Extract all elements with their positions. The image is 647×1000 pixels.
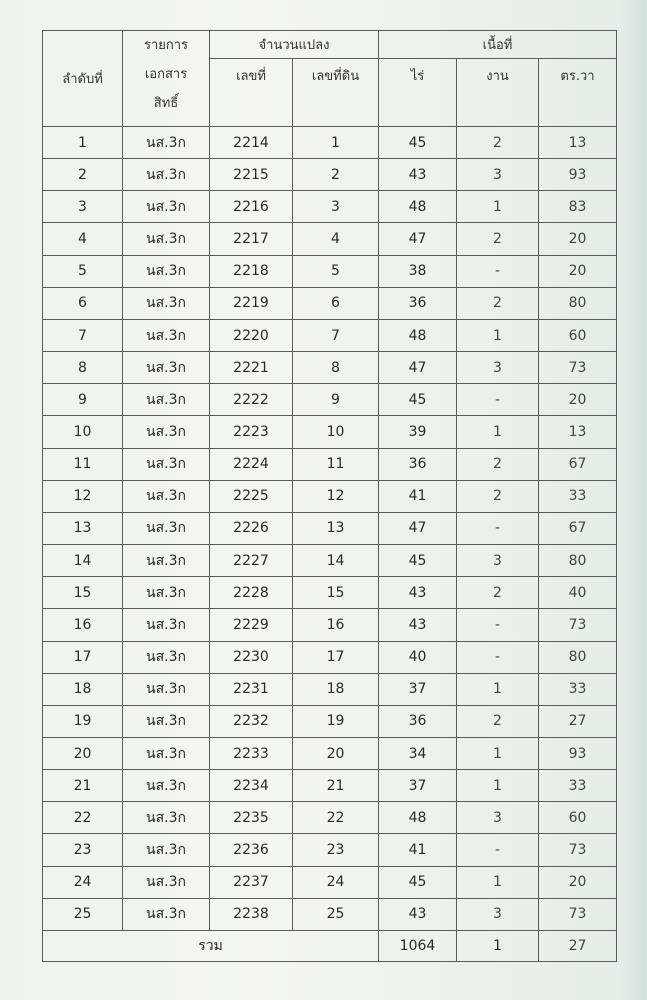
header-doc-type-line: สิทธิ์ — [153, 96, 179, 111]
header-rai: ไร่ — [379, 59, 457, 127]
table-row — [43, 159, 617, 191]
table-body — [43, 127, 617, 931]
cell-land-no: 17 — [293, 641, 379, 673]
cell-land-no: 15 — [293, 577, 379, 609]
cell-rai: 36 — [379, 287, 457, 319]
cell-ngan: - — [457, 384, 539, 416]
cell-rai: 34 — [379, 737, 457, 769]
cell-doc-type: นส.3ก — [123, 834, 210, 866]
table-row — [43, 319, 617, 351]
cell-sq-wa: 67 — [539, 512, 617, 544]
cell-parcel-no: 2236 — [210, 834, 293, 866]
table-row — [43, 223, 617, 255]
header-sq-wa: ตร.วา — [539, 59, 617, 127]
cell-sq-wa: 40 — [539, 577, 617, 609]
table-row — [43, 384, 617, 416]
cell-ngan: 1 — [457, 416, 539, 448]
table-row — [43, 770, 617, 802]
cell-seq: 24 — [43, 866, 123, 898]
cell-land-no: 19 — [293, 705, 379, 737]
cell-seq: 12 — [43, 480, 123, 512]
cell-rai: 45 — [379, 866, 457, 898]
cell-seq: 9 — [43, 384, 123, 416]
cell-ngan: 3 — [457, 352, 539, 384]
table-row — [43, 609, 617, 641]
cell-seq: 16 — [43, 609, 123, 641]
cell-rai: 41 — [379, 480, 457, 512]
cell-land-no: 9 — [293, 384, 379, 416]
header-doc-type-line: เอกสาร — [144, 67, 188, 82]
cell-doc-type: นส.3ก — [123, 609, 210, 641]
cell-doc-type: นส.3ก — [123, 384, 210, 416]
cell-sq-wa: 80 — [539, 287, 617, 319]
cell-rai: 45 — [379, 545, 457, 577]
cell-doc-type: นส.3ก — [123, 480, 210, 512]
cell-sq-wa: 13 — [539, 127, 617, 159]
cell-seq: 7 — [43, 319, 123, 351]
cell-seq: 23 — [43, 834, 123, 866]
cell-parcel-no: 2226 — [210, 512, 293, 544]
total-rai: 1064 — [379, 931, 457, 962]
cell-ngan: 2 — [457, 448, 539, 480]
table-row — [43, 898, 617, 930]
cell-land-no: 3 — [293, 191, 379, 223]
table-row — [43, 577, 617, 609]
cell-doc-type: นส.3ก — [123, 255, 210, 287]
cell-ngan: - — [457, 641, 539, 673]
cell-doc-type: นส.3ก — [123, 127, 210, 159]
table-row — [43, 255, 617, 287]
cell-land-no: 4 — [293, 223, 379, 255]
cell-doc-type: นส.3ก — [123, 866, 210, 898]
cell-sq-wa: 33 — [539, 673, 617, 705]
table-row — [43, 641, 617, 673]
total-row — [43, 931, 617, 962]
cell-ngan: 3 — [457, 898, 539, 930]
cell-land-no: 16 — [293, 609, 379, 641]
cell-parcel-no: 2231 — [210, 673, 293, 705]
cell-parcel-no: 2229 — [210, 609, 293, 641]
cell-parcel-no: 2234 — [210, 770, 293, 802]
total-ngan: 1 — [457, 931, 539, 962]
cell-doc-type: นส.3ก — [123, 512, 210, 544]
cell-rai: 47 — [379, 512, 457, 544]
cell-sq-wa: 73 — [539, 352, 617, 384]
cell-ngan: 1 — [457, 673, 539, 705]
cell-land-no: 20 — [293, 737, 379, 769]
cell-seq: 20 — [43, 737, 123, 769]
cell-doc-type: นส.3ก — [123, 159, 210, 191]
cell-rai: 36 — [379, 705, 457, 737]
cell-sq-wa: 27 — [539, 705, 617, 737]
table-row — [43, 673, 617, 705]
cell-seq: 2 — [43, 159, 123, 191]
cell-ngan: 3 — [457, 545, 539, 577]
cell-land-no: 8 — [293, 352, 379, 384]
cell-ngan: 1 — [457, 737, 539, 769]
cell-doc-type: นส.3ก — [123, 898, 210, 930]
cell-ngan: 3 — [457, 802, 539, 834]
table-row — [43, 512, 617, 544]
cell-parcel-no: 2223 — [210, 416, 293, 448]
cell-rai: 47 — [379, 223, 457, 255]
header-land-no: เลขที่ดิน — [293, 59, 379, 127]
table-row — [43, 737, 617, 769]
table-row — [43, 416, 617, 448]
cell-sq-wa: 20 — [539, 384, 617, 416]
cell-doc-type: นส.3ก — [123, 673, 210, 705]
cell-doc-type: นส.3ก — [123, 223, 210, 255]
cell-doc-type: นส.3ก — [123, 287, 210, 319]
cell-rai: 48 — [379, 802, 457, 834]
cell-parcel-no: 2221 — [210, 352, 293, 384]
table-row — [43, 191, 617, 223]
cell-parcel-no: 2222 — [210, 384, 293, 416]
cell-land-no: 24 — [293, 866, 379, 898]
cell-parcel-no: 2214 — [210, 127, 293, 159]
cell-parcel-no: 2235 — [210, 802, 293, 834]
cell-doc-type: นส.3ก — [123, 577, 210, 609]
cell-land-no: 21 — [293, 770, 379, 802]
cell-doc-type: นส.3ก — [123, 191, 210, 223]
cell-doc-type: นส.3ก — [123, 448, 210, 480]
cell-parcel-no: 2216 — [210, 191, 293, 223]
cell-ngan: - — [457, 512, 539, 544]
cell-rai: 37 — [379, 770, 457, 802]
cell-ngan: 2 — [457, 480, 539, 512]
cell-parcel-no: 2225 — [210, 480, 293, 512]
cell-ngan: 2 — [457, 577, 539, 609]
cell-sq-wa: 93 — [539, 737, 617, 769]
cell-parcel-no: 2237 — [210, 866, 293, 898]
cell-rai: 36 — [379, 448, 457, 480]
cell-rai: 43 — [379, 898, 457, 930]
cell-rai: 45 — [379, 127, 457, 159]
cell-seq: 22 — [43, 802, 123, 834]
cell-ngan: 2 — [457, 127, 539, 159]
cell-rai: 43 — [379, 577, 457, 609]
cell-seq: 8 — [43, 352, 123, 384]
cell-land-no: 22 — [293, 802, 379, 834]
cell-sq-wa: 93 — [539, 159, 617, 191]
cell-rai: 45 — [379, 384, 457, 416]
cell-land-no: 23 — [293, 834, 379, 866]
cell-seq: 18 — [43, 673, 123, 705]
cell-ngan: 2 — [457, 705, 539, 737]
cell-parcel-no: 2227 — [210, 545, 293, 577]
cell-rai: 48 — [379, 191, 457, 223]
cell-seq: 1 — [43, 127, 123, 159]
cell-seq: 25 — [43, 898, 123, 930]
cell-doc-type: นส.3ก — [123, 802, 210, 834]
table-row — [43, 352, 617, 384]
cell-land-no: 6 — [293, 287, 379, 319]
cell-sq-wa: 73 — [539, 609, 617, 641]
cell-seq: 11 — [43, 448, 123, 480]
cell-land-no: 5 — [293, 255, 379, 287]
total-sq-wa: 27 — [539, 931, 617, 962]
table-row — [43, 834, 617, 866]
cell-parcel-no: 2219 — [210, 287, 293, 319]
table-row — [43, 866, 617, 898]
table-row — [43, 705, 617, 737]
cell-seq: 19 — [43, 705, 123, 737]
cell-ngan: - — [457, 834, 539, 866]
cell-parcel-no: 2230 — [210, 641, 293, 673]
cell-sq-wa: 83 — [539, 191, 617, 223]
cell-ngan: 3 — [457, 159, 539, 191]
cell-seq: 10 — [43, 416, 123, 448]
table-row — [43, 127, 617, 159]
cell-seq: 17 — [43, 641, 123, 673]
cell-seq: 13 — [43, 512, 123, 544]
cell-sq-wa: 33 — [539, 770, 617, 802]
cell-land-no: 14 — [293, 545, 379, 577]
cell-rai: 43 — [379, 609, 457, 641]
cell-parcel-no: 2232 — [210, 705, 293, 737]
cell-land-no: 7 — [293, 319, 379, 351]
cell-parcel-no: 2233 — [210, 737, 293, 769]
header-ngan: งาน — [457, 59, 539, 127]
cell-ngan: 1 — [457, 866, 539, 898]
cell-sq-wa: 80 — [539, 641, 617, 673]
table-row — [43, 287, 617, 319]
cell-ngan: 1 — [457, 770, 539, 802]
table-header — [43, 31, 617, 127]
cell-sq-wa: 60 — [539, 319, 617, 351]
cell-sq-wa: 20 — [539, 255, 617, 287]
header-doc-type — [123, 31, 210, 127]
cell-land-no: 18 — [293, 673, 379, 705]
cell-ngan: 2 — [457, 287, 539, 319]
cell-seq: 5 — [43, 255, 123, 287]
cell-doc-type: นส.3ก — [123, 737, 210, 769]
header-doc-type-line: รายการ — [143, 38, 189, 53]
cell-rai: 37 — [379, 673, 457, 705]
cell-land-no: 11 — [293, 448, 379, 480]
cell-ngan: - — [457, 255, 539, 287]
cell-rai: 43 — [379, 159, 457, 191]
cell-sq-wa: 13 — [539, 416, 617, 448]
header-seq: ลำดับที่ — [43, 31, 123, 127]
cell-parcel-no: 2228 — [210, 577, 293, 609]
cell-rai: 39 — [379, 416, 457, 448]
cell-parcel-no: 2220 — [210, 319, 293, 351]
cell-sq-wa: 20 — [539, 866, 617, 898]
cell-land-no: 12 — [293, 480, 379, 512]
cell-ngan: 1 — [457, 319, 539, 351]
cell-doc-type: นส.3ก — [123, 545, 210, 577]
cell-rai: 47 — [379, 352, 457, 384]
header-area-group: เนื้อที่ — [379, 31, 617, 59]
cell-parcel-no: 2224 — [210, 448, 293, 480]
cell-parcel-no: 2215 — [210, 159, 293, 191]
cell-rai: 48 — [379, 319, 457, 351]
cell-doc-type: นส.3ก — [123, 319, 210, 351]
cell-sq-wa: 67 — [539, 448, 617, 480]
cell-sq-wa: 20 — [539, 223, 617, 255]
cell-sq-wa: 73 — [539, 898, 617, 930]
scan-edge-shadow — [621, 0, 647, 1000]
cell-sq-wa: 33 — [539, 480, 617, 512]
table-row — [43, 480, 617, 512]
total-label: รวม — [43, 931, 379, 962]
cell-seq: 6 — [43, 287, 123, 319]
header-parcel-no: เลขที่ — [210, 59, 293, 127]
header-parcel-group: จำนวนแปลง — [210, 31, 379, 59]
cell-land-no: 25 — [293, 898, 379, 930]
cell-land-no: 1 — [293, 127, 379, 159]
table-row — [43, 545, 617, 577]
cell-doc-type: นส.3ก — [123, 770, 210, 802]
cell-seq: 4 — [43, 223, 123, 255]
cell-sq-wa: 80 — [539, 545, 617, 577]
cell-rai: 38 — [379, 255, 457, 287]
cell-ngan: - — [457, 609, 539, 641]
table-row — [43, 802, 617, 834]
cell-parcel-no: 2218 — [210, 255, 293, 287]
cell-doc-type: นส.3ก — [123, 705, 210, 737]
cell-ngan: 2 — [457, 223, 539, 255]
land-parcel-table — [42, 30, 617, 962]
cell-parcel-no: 2217 — [210, 223, 293, 255]
cell-doc-type: นส.3ก — [123, 416, 210, 448]
cell-rai: 40 — [379, 641, 457, 673]
cell-seq: 21 — [43, 770, 123, 802]
cell-ngan: 1 — [457, 191, 539, 223]
cell-sq-wa: 60 — [539, 802, 617, 834]
cell-doc-type: นส.3ก — [123, 352, 210, 384]
cell-parcel-no: 2238 — [210, 898, 293, 930]
cell-land-no: 13 — [293, 512, 379, 544]
cell-land-no: 2 — [293, 159, 379, 191]
cell-seq: 14 — [43, 545, 123, 577]
table-row — [43, 448, 617, 480]
cell-sq-wa: 73 — [539, 834, 617, 866]
cell-rai: 41 — [379, 834, 457, 866]
cell-seq: 15 — [43, 577, 123, 609]
cell-land-no: 10 — [293, 416, 379, 448]
cell-seq: 3 — [43, 191, 123, 223]
cell-doc-type: นส.3ก — [123, 641, 210, 673]
